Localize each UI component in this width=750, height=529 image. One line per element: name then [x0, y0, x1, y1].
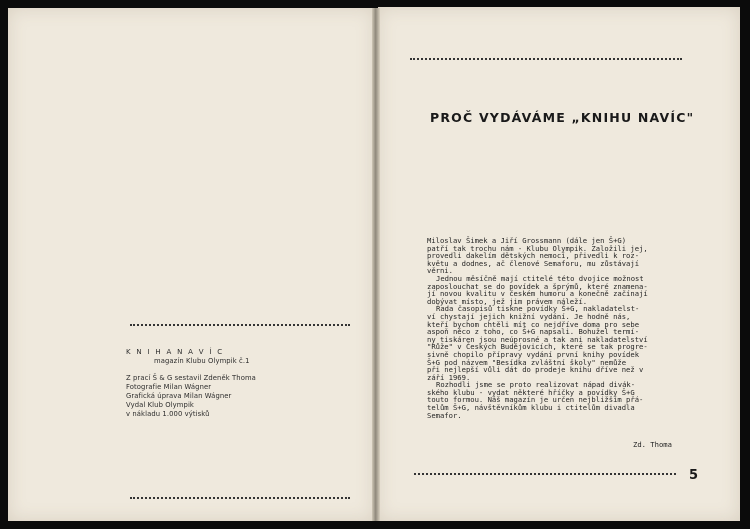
- body-line: Řada časopisů tiskne povídky Š+G, nakladatelst-: [436, 304, 640, 314]
- signature: Zd. Thoma: [633, 440, 672, 449]
- imprint-line: Z prací Š & G sestavil Zdeněk Thoma: [126, 374, 256, 382]
- body-line: Rozhodli jsme se proto realizovat nápad divák-: [436, 380, 636, 390]
- body-line: květu a dodnes, ač členové Semaforu, mu zůstávají: [427, 258, 640, 268]
- body-line: Š+G pod názvem "Besídka zvláštní školy" nemůže: [427, 357, 627, 367]
- imprint-block: [126, 348, 346, 419]
- body-line: dobývat místo, jež jim právem náleží.: [427, 296, 588, 306]
- body-line: ského klubu - vydat některé hříčky a povídky Š+G: [427, 387, 635, 397]
- imprint-line: Fotografie Milan Wágner: [126, 383, 212, 391]
- body-line: zaposlouchat se do povídek a šprýmů, které znamena-: [427, 281, 648, 291]
- body-line: ny tiskáren jsou neúprosné a tak ani nakladatelství: [427, 334, 648, 344]
- page-heading: PROČ VYDÁVÁME „KNIHU NAVÍC": [430, 110, 695, 125]
- body-line: sivně chopilo přípravy vydání první knihy povídek: [427, 349, 640, 359]
- body-line: Miloslav Šimek a Jiří Grossmann (dále jen Š+G): [427, 236, 627, 245]
- body-line: září 1969.: [427, 372, 471, 382]
- imprint-subtitle: magazín Klubu Olympik č.1: [154, 357, 250, 365]
- body-line: věrni.: [427, 266, 453, 276]
- imprint-title: K N I H A N A V Í C: [126, 348, 224, 356]
- book-gutter: [372, 8, 380, 521]
- body-line: aspoň něco z toho, co Š+G napsali. Bohužel termí-: [427, 327, 640, 337]
- body-line: patří tak trochu nám - Klubu Olympik. Založili jej,: [427, 243, 648, 253]
- imprint-line: v nákladu 1.000 výtisků: [126, 410, 210, 418]
- body-line: provedli dakelím dětských nemocí, přivedli k roz-: [427, 251, 640, 261]
- body-text: [427, 237, 682, 419]
- imprint-line: Vydal Klub Olympik: [126, 401, 194, 409]
- left-page: [8, 8, 374, 521]
- body-line: při nejlepší vůli dát do prodeje knihu dříve než v: [427, 365, 644, 375]
- imprint-top-dotted-rule: [130, 324, 350, 326]
- body-line: jí novou kvalitu v českém humoru a konečně začínají: [427, 289, 648, 299]
- imprint-bottom-dotted-rule: [130, 497, 350, 499]
- top-dotted-rule: [410, 58, 682, 60]
- bottom-dotted-rule: [414, 473, 676, 475]
- body-line: "Růže" v Českých Budějovicích, které se tak progre-: [427, 342, 648, 352]
- body-line: ví chystají jejich knižní vydání. Je hodně nás,: [427, 311, 631, 321]
- imprint-line: Grafická úprava Milan Wágner: [126, 392, 232, 400]
- body-line: telům Š+G, návštěvníkům klubu i ctitelům divadla: [427, 403, 635, 413]
- body-line: touto formou. Náš magazín je určen nejbližším přá-: [427, 395, 644, 405]
- body-line: Semafor.: [427, 410, 462, 420]
- body-line: kteří bychom chtěli mít co nejdříve doma pro sebe: [427, 319, 640, 329]
- body-line: Jednou měsíčně mají ctitelé této dvojice možnost: [436, 273, 644, 283]
- page-number: 5: [689, 468, 699, 483]
